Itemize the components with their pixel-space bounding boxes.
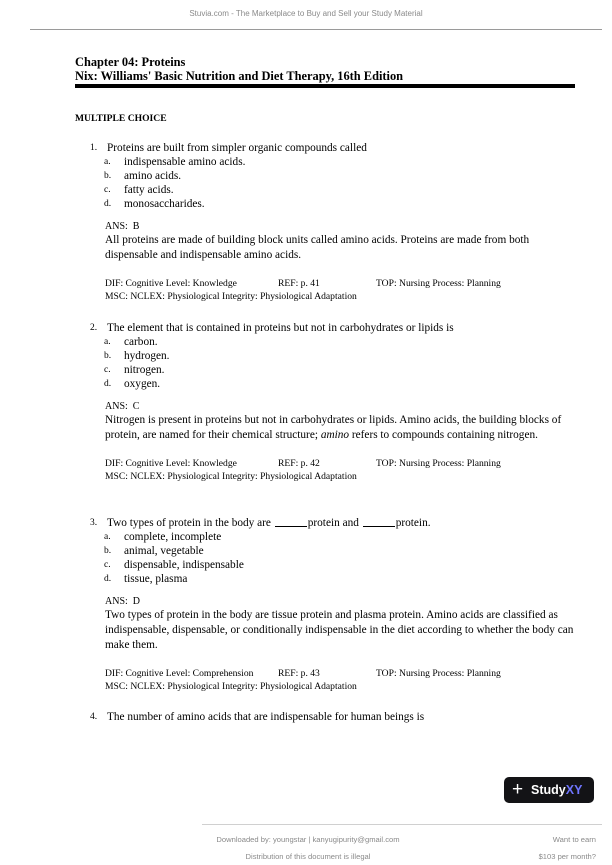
earn-line: Want to earn (552, 835, 596, 844)
difficulty: DIF: Cognitive Level: Knowledge (105, 458, 237, 469)
option-text: dispensable, indispensable (124, 559, 244, 571)
rationale-text: Nitrogen is present in proteins but not in carbohydrates or lipids. Amino acids, the building blocks of protein, are named for their chemical structure; (105, 414, 562, 441)
question-stem (90, 141, 590, 155)
studyxy-button[interactable] (504, 777, 594, 803)
option-letter: a. (104, 532, 111, 542)
option-letter: a. (104, 337, 111, 347)
studyxy-logo (531, 777, 582, 803)
option-text: indispensable amino acids. (124, 156, 246, 168)
question-stem (90, 516, 590, 530)
answer-letter: C (132, 401, 140, 412)
rationale-emphasis: amino (320, 429, 350, 441)
question-3 (90, 516, 590, 693)
fill-blank (363, 526, 395, 527)
option-b (104, 349, 590, 363)
option-a (104, 155, 590, 169)
stem-part: protein and (307, 517, 362, 529)
option-text: amino acids. (124, 170, 182, 182)
msc: MSC: NCLEX: Physiological Integrity: Physiological Adaptation (105, 471, 357, 482)
plus-icon: + (512, 779, 524, 800)
earn-promo-link[interactable] (496, 831, 596, 865)
option-a (104, 530, 590, 544)
answer-label: ANS: (105, 596, 128, 607)
logo-text: Study (531, 783, 566, 797)
stuvia-banner: Stuvia.com - The Marketplace to Buy and Sell your Study Material (189, 9, 423, 18)
fill-blank (275, 526, 307, 527)
reference: REF: p. 42 (278, 458, 320, 469)
option-b (104, 169, 590, 183)
section-heading: MULTIPLE CHOICE (75, 113, 167, 124)
logo-accent: XY (565, 783, 583, 797)
option-c (104, 183, 590, 197)
msc: MSC: NCLEX: Physiological Integrity: Physiological Adaptation (105, 681, 357, 692)
msc: MSC: NCLEX: Physiological Integrity: Physiological Adaptation (105, 291, 357, 302)
question-2 (90, 321, 590, 483)
answer-line (105, 595, 590, 608)
stem-part: Two types of protein in the body are (107, 517, 274, 529)
topic: TOP: Nursing Process: Planning (376, 278, 501, 289)
topic: TOP: Nursing Process: Planning (376, 668, 501, 679)
option-text: animal, vegetable (124, 545, 204, 557)
question-text: Proteins are built from simpler organic compounds called (107, 142, 367, 154)
option-text: oxygen. (124, 378, 161, 390)
options-list (104, 335, 590, 391)
answer-line (105, 400, 590, 413)
option-letter: c. (104, 560, 111, 570)
answer-letter: D (132, 596, 141, 607)
answer-label: ANS: (105, 221, 128, 232)
distribution-notice: Distribution of this document is illegal (245, 852, 371, 861)
question-4 (90, 710, 590, 724)
answer-label: ANS: (105, 401, 128, 412)
rationale (105, 413, 575, 443)
options-list (104, 155, 590, 211)
answer-block (105, 400, 590, 483)
option-d (104, 377, 590, 391)
chapter-title: Chapter 04: Proteins (75, 55, 186, 69)
question-number: 2. (90, 323, 98, 333)
topic: TOP: Nursing Process: Planning (376, 458, 501, 469)
option-c (104, 363, 590, 377)
difficulty: DIF: Cognitive Level: Comprehension (105, 668, 254, 679)
answer-block (105, 595, 590, 693)
question-number: 1. (90, 143, 98, 153)
question-number: 3. (90, 518, 98, 528)
option-text: complete, incomplete (124, 531, 222, 543)
earn-amount: $103 per month? (538, 852, 596, 861)
option-letter: a. (104, 157, 111, 167)
stem-part: protein. (395, 517, 431, 529)
question-text (107, 516, 590, 530)
option-text: nitrogen. (124, 364, 165, 376)
question-stem (90, 710, 590, 724)
book-title: Nix: Williams' Basic Nutrition and Diet Therapy, 16th Edition (75, 69, 404, 83)
option-letter: c. (104, 365, 111, 375)
option-b (104, 544, 590, 558)
option-text: tissue, plasma (124, 573, 188, 585)
option-text: monosaccharides. (124, 198, 205, 210)
downloaded-by: Downloaded by: youngstar | kanyugipurity@gmail.com (216, 835, 400, 844)
option-c (104, 558, 590, 572)
footer-notice (202, 831, 414, 865)
difficulty: DIF: Cognitive Level: Knowledge (105, 278, 237, 289)
option-letter: b. (104, 546, 112, 556)
banner-divider (30, 29, 602, 30)
option-text: hydrogen. (124, 350, 170, 362)
option-a (104, 335, 590, 349)
question-text: The element that is contained in proteins but not in carbohydrates or lipids is (107, 322, 454, 334)
rationale-text: refers to compounds containing nitrogen. (349, 429, 538, 441)
options-list (104, 530, 590, 586)
footer-divider (202, 824, 602, 825)
option-letter: b. (104, 351, 112, 361)
option-text: fatty acids. (124, 184, 174, 196)
answer-line (105, 220, 590, 233)
reference: REF: p. 43 (278, 668, 320, 679)
meta-row (105, 457, 590, 470)
rationale: All proteins are made of building block units called amino acids. Proteins are made from both dispensable and indispensable amino acids. (105, 234, 530, 261)
option-letter: d. (104, 379, 112, 389)
answer-letter: B (132, 221, 140, 232)
option-letter: d. (104, 199, 112, 209)
question-1 (90, 141, 590, 303)
question-stem (90, 321, 590, 335)
option-letter: d. (104, 574, 112, 584)
title-rule (75, 84, 575, 88)
option-text: carbon. (124, 336, 158, 348)
meta-row (105, 667, 590, 680)
reference: REF: p. 41 (278, 278, 320, 289)
meta-row (105, 277, 590, 290)
rationale: Two types of protein in the body are tissue protein and plasma protein. Amino acids are classified as indispensable, dispensable, or conditionally indispensable in the diet according to whether the body can make them. (105, 609, 574, 651)
question-text: The number of amino acids that are indispensable for human beings is (107, 711, 425, 723)
option-d (104, 197, 590, 211)
option-d (104, 572, 590, 586)
option-letter: c. (104, 185, 111, 195)
question-number: 4. (90, 712, 98, 722)
answer-block (105, 220, 590, 303)
option-letter: b. (104, 171, 112, 181)
